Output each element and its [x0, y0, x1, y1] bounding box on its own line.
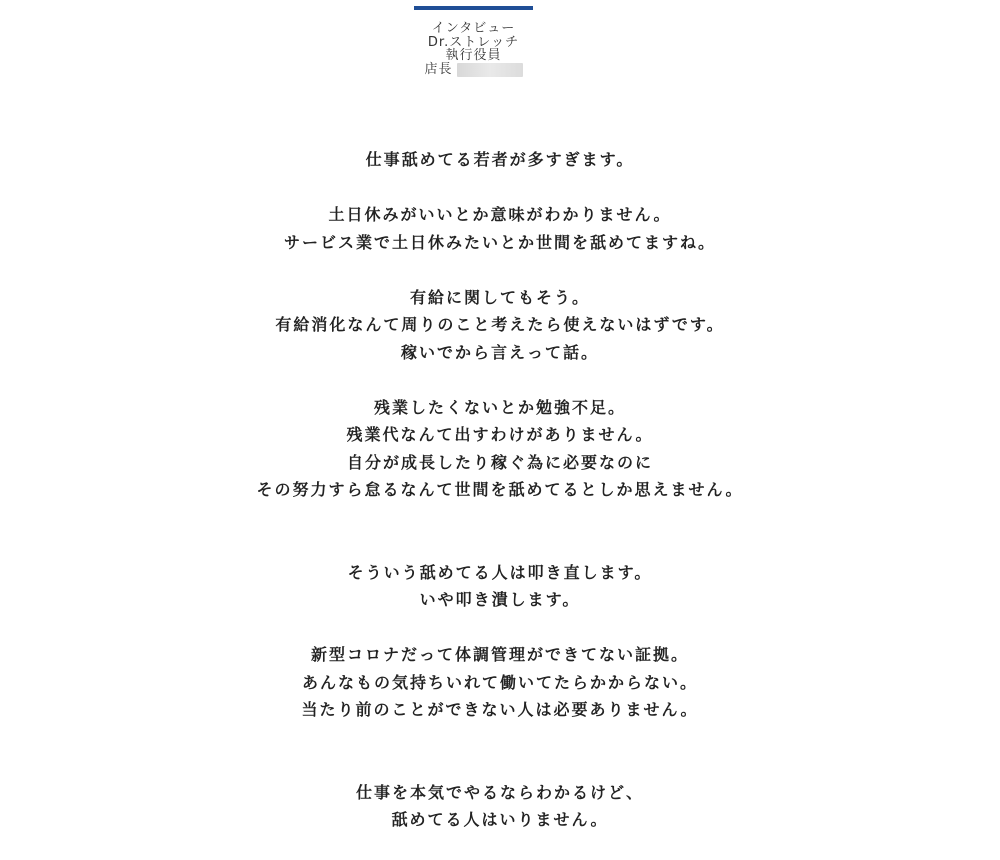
body-line: サービス業で土日休みたいとか世間を舐めてますね。: [283, 232, 716, 252]
body-line: 残業したくないとか勉強不足。: [373, 397, 626, 417]
article-body: [0, 146, 1000, 834]
body-line: 土日休みがいいとか意味がわかりません。: [328, 205, 672, 224]
body-line: 仕事舐めてる若者が多すぎます。: [365, 150, 635, 169]
body-line: 有給消化なんて周りのこと考えたら使えないはずです。: [275, 315, 725, 334]
header-accent-bar: [414, 6, 533, 10]
body-line: 残業代なんて出すわけがありません。: [346, 425, 654, 444]
company-name: Dr.ストレッチ: [427, 34, 520, 50]
body-line: 稼いでから言えって話。: [400, 342, 599, 362]
interview-label: インタビュー: [431, 21, 516, 36]
paragraph-3: [0, 284, 1000, 367]
body-line: 仕事を本気でやるならわかるけど、: [355, 782, 644, 802]
body-line: あんなもの気持ちいれて働いてたらかからない。: [301, 672, 698, 692]
body-line: そういう舐めてる人は叩き直します。: [347, 562, 653, 582]
interview-header: [414, 6, 533, 77]
body-line: その努力すら怠るなんて世間を舐めてるとしか思えません。: [256, 480, 744, 499]
interviewee-credit: [414, 22, 533, 77]
body-line: 自分が成長したり稼ぐ為に必要なのに: [346, 452, 653, 472]
paragraph-2: [0, 201, 1000, 256]
paragraph-1: [0, 146, 1000, 174]
job-title: 執行役員: [445, 48, 502, 63]
paragraph-4: [0, 394, 1000, 504]
body-line: 新型コロナだって体調管理ができてない証拠。: [310, 645, 689, 664]
body-line: 舐めてる人はいりません。: [391, 810, 609, 829]
paragraph-6: [0, 641, 1000, 724]
body-line: 有給に関してもそう。: [409, 287, 590, 307]
redacted-name-block: [457, 63, 523, 77]
manager-label: 店長: [424, 61, 453, 77]
body-line: いや叩き潰します。: [419, 590, 581, 609]
body-line: 当たり前のことができない人は必要ありません。: [301, 700, 699, 719]
manager-line: [414, 63, 533, 77]
paragraph-7: [0, 779, 1000, 834]
paragraph-5: [0, 559, 1000, 614]
